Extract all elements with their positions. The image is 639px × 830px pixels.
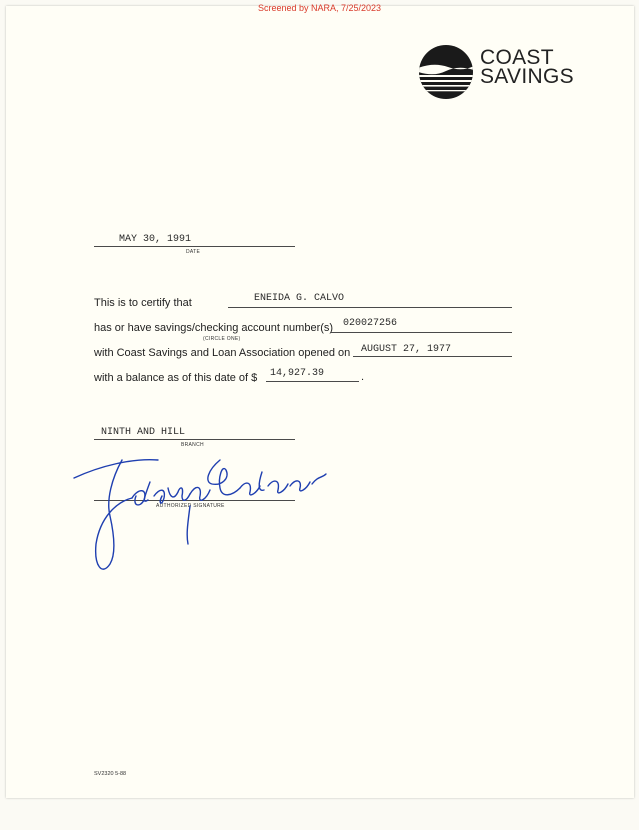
account-number-line: [331, 332, 512, 333]
circle-one-note: (CIRCLE ONE): [203, 336, 241, 342]
date-line: [94, 246, 295, 247]
name-line: [228, 307, 512, 308]
signature-label: AUTHORIZED SIGNATURE: [156, 503, 225, 509]
form-number: SV2320 5-88: [94, 771, 127, 777]
account-number: 020027256: [343, 318, 398, 329]
branch-label: BRANCH: [181, 442, 204, 448]
coast-savings-logo-icon: [418, 44, 474, 100]
account-text: has or have savings/checking account number(s): [94, 322, 334, 334]
account-holder-name: ENEIDA G. CALVO: [254, 293, 345, 304]
balance-text: with a balance as of this date of $: [94, 372, 258, 384]
association-text: with Coast Savings and Loan Association opened on: [94, 347, 351, 359]
document-page: [6, 6, 634, 798]
balance-period: .: [361, 371, 365, 383]
date-label: DATE: [186, 249, 201, 255]
logo-line-1: COAST: [480, 46, 554, 69]
balance-line: [266, 381, 359, 382]
date-value: MAY 30, 1991: [119, 234, 192, 245]
branch-line: [94, 439, 295, 440]
opened-date: AUGUST 27, 1977: [361, 344, 452, 355]
balance-amount: 14,927.39: [270, 368, 325, 379]
branch-value: NINTH AND HILL: [101, 427, 186, 438]
certify-intro: This is to certify that: [94, 297, 192, 309]
screening-stamp: Screened by NARA, 7/25/2023: [257, 3, 382, 13]
logo-wordmark: [480, 48, 574, 86]
logo-line-2: SAVINGS: [480, 65, 574, 88]
opened-date-line: [353, 356, 512, 357]
handwritten-signature: [70, 448, 330, 578]
